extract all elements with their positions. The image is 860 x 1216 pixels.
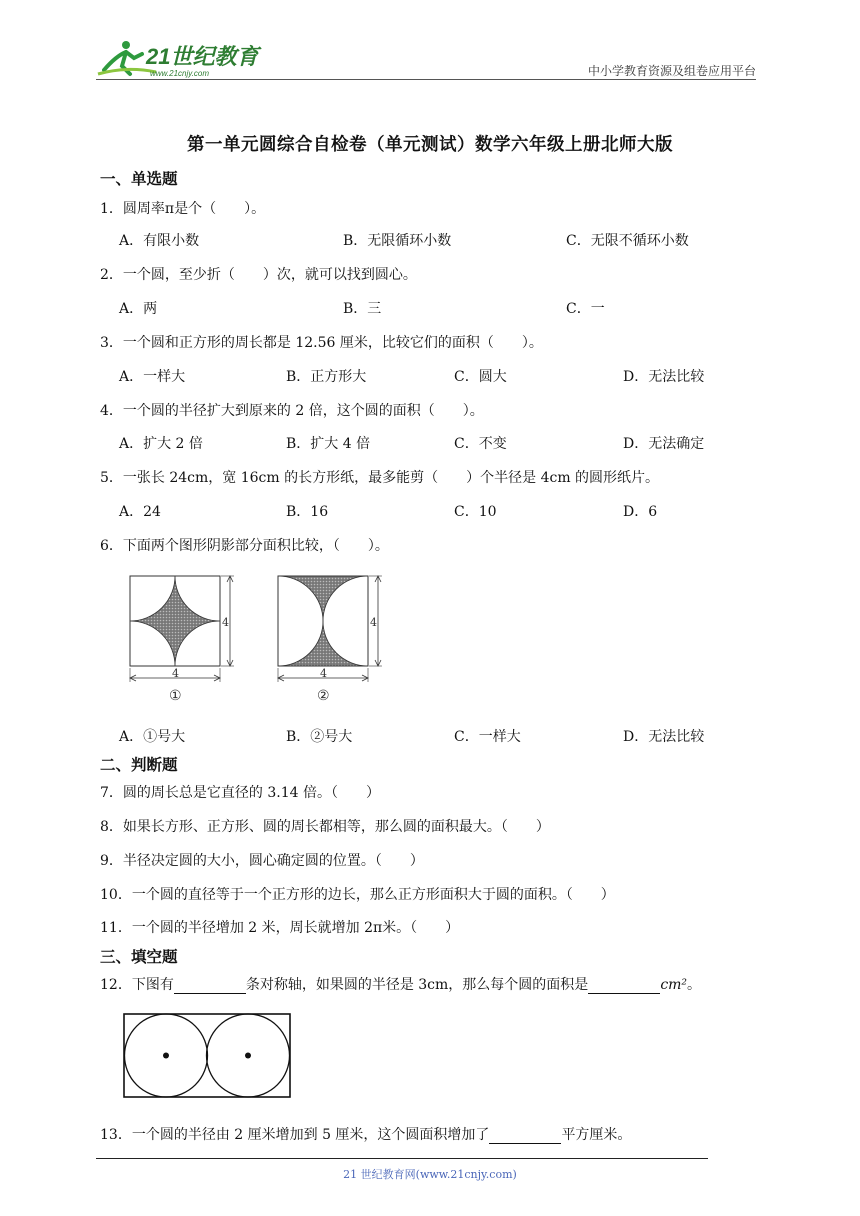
question-3: 3．一个圆和正方形的周长都是 12.56 厘米，比较它们的面积（ ）。 bbox=[100, 335, 543, 351]
fig2-side-label-right: 4 bbox=[370, 616, 377, 629]
svg-text:21世纪教育: 21世纪教育 bbox=[146, 44, 259, 69]
q2-option-b: B．三 bbox=[343, 301, 382, 317]
footer-text: 21 世纪教育网(www.21cnjy.com) bbox=[343, 1168, 517, 1181]
fig1-side-label-right: 4 bbox=[222, 616, 229, 629]
q3-option-a: A．一样大 bbox=[119, 369, 186, 385]
section-heading-1: 一、单选题 bbox=[100, 169, 178, 188]
question-7: 7．圆的周长总是它直径的 3.14 倍。（ ） bbox=[100, 785, 380, 801]
center-dot-left bbox=[163, 1053, 169, 1059]
q3-option-d: D．无法比较 bbox=[623, 369, 705, 385]
q12-text-1: 12．下图有 bbox=[100, 977, 174, 993]
site-logo bbox=[96, 36, 266, 80]
q1-option-c: C．无限不循环小数 bbox=[566, 233, 689, 249]
q13-text-1: 13．一个圆的半径由 2 厘米增加到 5 厘米，这个圆面积增加了 bbox=[100, 1127, 490, 1143]
question-10: 10．一个圆的直径等于一个正方形的边长，那么正方形面积大于圆的面积。（ ） bbox=[100, 887, 615, 903]
q5-option-b: B．16 bbox=[286, 504, 329, 520]
q1-option-b: B．无限循环小数 bbox=[343, 233, 452, 249]
question-5: 5．一张长 24cm，宽 16cm 的长方形纸，最多能剪（ ）个半径是 4cm 的圆形纸片。 bbox=[100, 470, 660, 486]
q12-blank-1[interactable] bbox=[174, 979, 246, 994]
q4-option-d: D．无法确定 bbox=[623, 436, 705, 452]
q5-option-a: A．24 bbox=[119, 504, 161, 520]
section-heading-2: 二、判断题 bbox=[100, 755, 178, 774]
q12-unit: cm² bbox=[660, 977, 688, 993]
question-12 bbox=[100, 974, 701, 994]
q5-option-d: D．6 bbox=[623, 504, 658, 520]
q2-option-c: C．一 bbox=[566, 301, 605, 317]
q6-option-c: C．一样大 bbox=[454, 729, 521, 745]
q13-blank[interactable] bbox=[489, 1129, 561, 1144]
question-2: 2．一个圆，至少折（ ）次，就可以找到圆心。 bbox=[100, 267, 417, 283]
platform-name: 中小学教育资源及组卷应用平台 bbox=[587, 64, 756, 78]
page-title: 第一单元圆综合自检卷（单元测试）数学六年级上册北师大版 bbox=[187, 135, 673, 155]
q3-option-c: C．圆大 bbox=[454, 369, 507, 385]
section-heading-3: 三、填空题 bbox=[100, 947, 178, 966]
header-divider bbox=[96, 79, 756, 80]
question-11: 11．一个圆的半径增加 2 米，周长就增加 2π米。（ ） bbox=[100, 920, 460, 936]
q12-text-2: 条对称轴，如果圆的半径是 3cm，那么每个圆的面积是 bbox=[245, 977, 589, 993]
figure-2 bbox=[278, 576, 382, 704]
fig1-side-label-bottom: 4 bbox=[172, 667, 179, 680]
question-8: 8．如果长方形、正方形、圆的周长都相等，那么圆的面积最大。（ ） bbox=[100, 819, 550, 835]
q12-figure bbox=[122, 1012, 294, 1100]
svg-text:www.21cnjy.com: www.21cnjy.com bbox=[150, 69, 209, 78]
q5-option-c: C．10 bbox=[454, 504, 497, 520]
q3-option-b: B．正方形大 bbox=[286, 369, 367, 385]
fig2-label: ② bbox=[317, 688, 330, 704]
q12-blank-2[interactable] bbox=[588, 979, 660, 994]
q4-option-b: B．扩大 4 倍 bbox=[286, 436, 371, 452]
q6-option-a: A．①号大 bbox=[119, 729, 186, 745]
question-4: 4．一个圆的半径扩大到原来的 2 倍，这个圆的面积（ ）。 bbox=[100, 403, 484, 419]
fig2-side-label-bottom: 4 bbox=[320, 667, 327, 680]
q12-text-3: 。 bbox=[687, 977, 702, 993]
q13-text-2: 平方厘米。 bbox=[561, 1127, 632, 1143]
q6-figure bbox=[120, 568, 390, 708]
figure-1 bbox=[130, 576, 234, 704]
question-13 bbox=[100, 1124, 631, 1144]
q2-option-a: A．两 bbox=[119, 301, 158, 317]
q6-option-d: D．无法比较 bbox=[623, 729, 705, 745]
footer-divider bbox=[96, 1158, 708, 1159]
question-6: 6．下面两个图形阴影部分面积比较，（ ）。 bbox=[100, 538, 389, 554]
center-dot-right bbox=[245, 1053, 251, 1059]
question-9: 9．半径决定圆的大小，圆心确定圆的位置。（ ） bbox=[100, 853, 424, 869]
q4-option-a: A．扩大 2 倍 bbox=[119, 436, 203, 452]
q4-option-c: C．不变 bbox=[454, 436, 507, 452]
q6-option-b: B．②号大 bbox=[286, 729, 353, 745]
q1-option-a: A．有限小数 bbox=[119, 233, 200, 249]
fig1-label: ① bbox=[169, 688, 182, 704]
question-1: 1．圆周率π是个（ ）。 bbox=[100, 201, 266, 217]
